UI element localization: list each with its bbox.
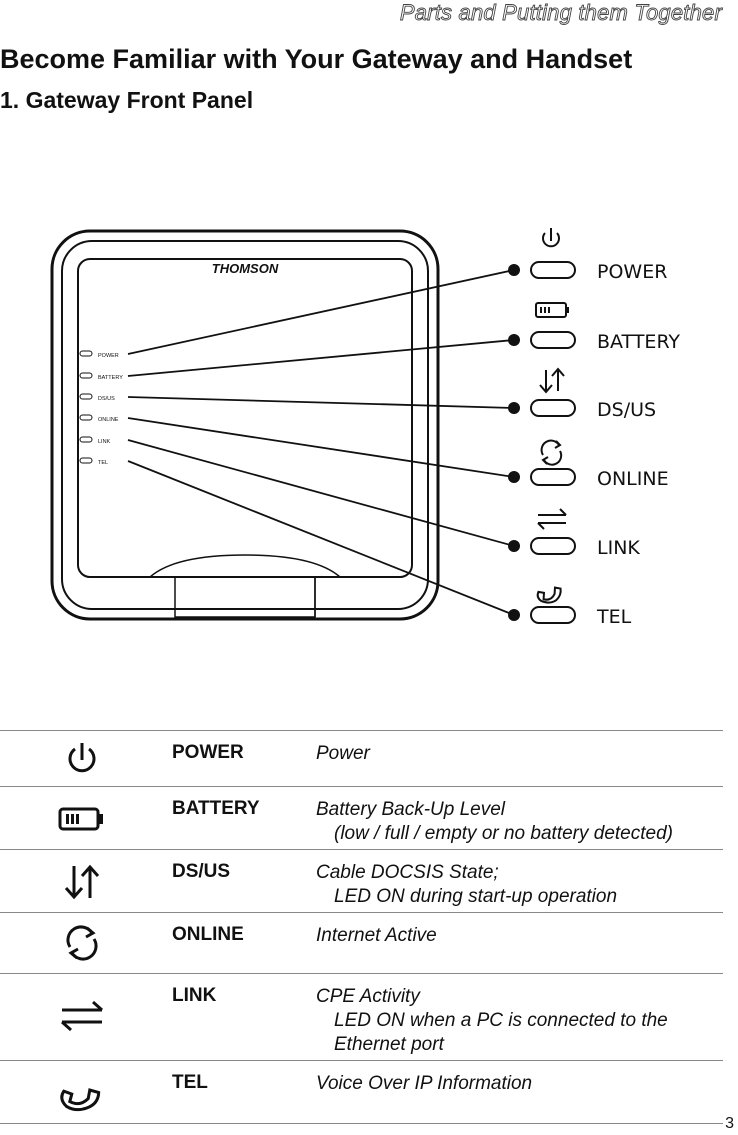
- led-legend-table: [0, 730, 723, 1124]
- running-head: Parts and Putting them Together: [399, 0, 722, 25]
- svg-text:ONLINE: ONLINE: [98, 417, 119, 423]
- legend-name: TEL: [172, 1072, 208, 1093]
- legend-row-battery: [0, 786, 723, 849]
- legend-name: DS/US: [172, 861, 231, 882]
- callout-battery: [508, 303, 680, 353]
- legend-desc: Cable DOCSIS State; LED ON during start-up operation: [316, 862, 618, 907]
- callout-online: [508, 441, 669, 490]
- online-refresh-icon: [58, 923, 106, 963]
- legend-desc: Voice Over IP Information: [316, 1073, 533, 1094]
- svg-text:LINK: LINK: [98, 439, 111, 445]
- svg-text:BATTERY: BATTERY: [98, 375, 123, 381]
- panel-led-ds-us: [80, 394, 115, 402]
- ds-us-arrows-icon: [58, 862, 106, 902]
- panel-led-tel: [80, 458, 108, 466]
- svg-text:POWER: POWER: [98, 353, 119, 359]
- panel-led-online: [80, 415, 119, 423]
- battery-icon: [58, 799, 106, 839]
- svg-text:LINK: LINK: [597, 537, 640, 559]
- callout-ds-us: [508, 369, 656, 421]
- panel-led-battery: [80, 373, 123, 381]
- legend-name: ONLINE: [172, 924, 244, 945]
- ds-us-arrows-icon: [540, 369, 564, 392]
- leader-lines: [128, 270, 514, 615]
- legend-desc: CPE Activity LED ON when a PC is connected to the Ethernet port: [316, 986, 668, 1055]
- svg-text:TEL: TEL: [597, 606, 632, 628]
- legend-row-power: [0, 730, 723, 786]
- legend-name: POWER: [172, 742, 244, 763]
- svg-text:BATTERY: BATTERY: [597, 331, 681, 353]
- page-title: Become Familiar with Your Gateway and Handset: [0, 44, 633, 74]
- panel-led-group: [80, 351, 123, 466]
- online-refresh-icon: [542, 441, 562, 465]
- legend-desc: Internet Active: [316, 925, 437, 946]
- telephone-icon: [58, 1075, 106, 1115]
- panel-led-power: [80, 351, 119, 359]
- legend-name: LINK: [172, 985, 217, 1006]
- legend-desc: Power: [316, 743, 370, 764]
- legend-row-link: [0, 973, 723, 1060]
- panel-led-link: [80, 437, 111, 445]
- callout-power: [508, 228, 667, 283]
- link-arrows-icon: [58, 996, 106, 1036]
- telephone-icon: [536, 580, 565, 607]
- svg-text:DS/US: DS/US: [597, 399, 657, 421]
- gateway-front-panel-diagram: [0, 215, 738, 635]
- legend-desc: Battery Back-Up Level (low / full / empty or no battery detected): [316, 799, 673, 844]
- link-arrows-icon: [538, 509, 566, 529]
- page-number: 3: [725, 1115, 734, 1132]
- legend-name: BATTERY: [172, 798, 260, 819]
- section-title: 1. Gateway Front Panel: [0, 87, 254, 113]
- callout-link: [508, 509, 640, 559]
- legend-row-online: [0, 912, 723, 973]
- battery-icon: [536, 303, 569, 317]
- legend-row-ds-us: [0, 849, 723, 912]
- svg-text:DS/US: DS/US: [98, 396, 115, 402]
- svg-text:POWER: POWER: [597, 261, 668, 283]
- legend-row-tel: [0, 1060, 723, 1124]
- brand-logo: THOMSON: [211, 261, 279, 276]
- svg-text:ONLINE: ONLINE: [597, 468, 669, 490]
- power-icon: [58, 739, 106, 779]
- svg-text:TEL: TEL: [98, 460, 109, 466]
- power-icon: [543, 228, 559, 246]
- callout-tel: [508, 580, 632, 628]
